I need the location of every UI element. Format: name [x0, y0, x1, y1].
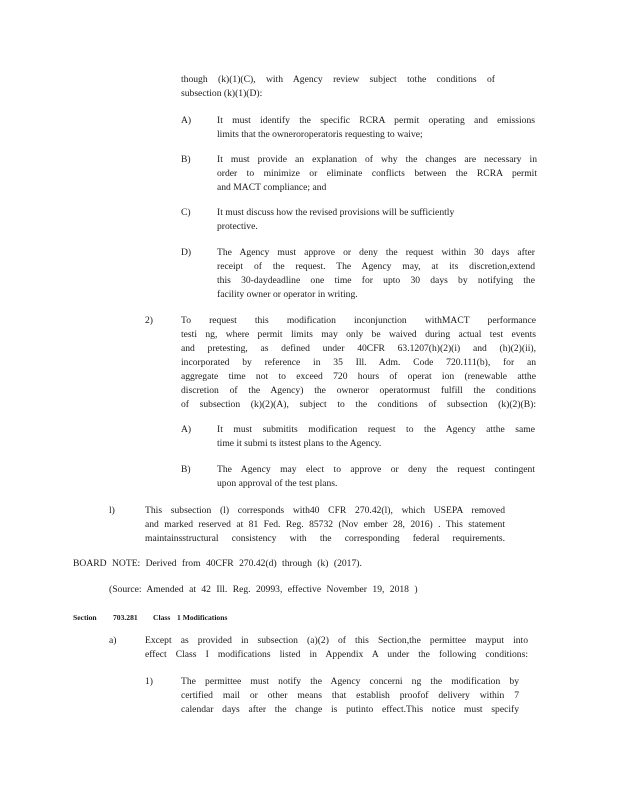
item-label: l) — [109, 505, 115, 516]
item-label: C) — [181, 207, 191, 218]
item-text — [217, 206, 517, 234]
section-title: Class — [153, 613, 171, 622]
section-number: 703.281 — [113, 613, 138, 622]
text-line: facility owner or operator in writing. — [217, 289, 358, 300]
item-text — [217, 246, 535, 302]
item-label: 1) — [145, 676, 153, 687]
text-line: discretion of the Agency) the owneror operatormust fulfill the conditions — [181, 385, 536, 396]
item-label: A) — [181, 424, 192, 435]
item-text — [217, 463, 535, 491]
text-line: The Agency may elect to approve or deny the request contingent — [217, 464, 535, 475]
item-label: B) — [181, 464, 191, 475]
text-line: It must submitits modification request to the Agency atthe same — [217, 424, 535, 435]
text-line: order to minimize or eliminate conflicts between the RCRA permit — [217, 168, 537, 179]
text-line: and MACT compliance; and — [217, 182, 327, 193]
item-text — [181, 675, 519, 717]
section-title: 1 Modifications — [177, 613, 228, 622]
text-line: The Agency must approve or deny the request within 30 days after — [217, 247, 535, 258]
text-line: To request this modification inconjunction withMACT performance — [181, 315, 536, 326]
section-label: Section — [73, 613, 97, 622]
board-note: BOARD NOTE: Derived from 40CFR 270.42(d) through (k) (2017). — [73, 558, 362, 569]
text-line: The permittee must notify the Agency concerni ng the modification by — [181, 676, 519, 687]
text-line: time it submi ts itstest plans to the Agency. — [217, 438, 382, 449]
text-line: subsection (k)(1)(D): — [181, 88, 263, 99]
text-line: effect Class I modifications listed in Appendix A under the following conditions: — [145, 649, 528, 660]
item-text — [217, 153, 537, 195]
item-label: a) — [109, 635, 117, 646]
text-line: aggregate time not to exceed 720 hours of operat ion (renewable atthe — [181, 371, 536, 382]
text-line: It must provide an explanation of why the changes are necessary in — [217, 154, 537, 165]
item-label: B) — [181, 154, 191, 165]
text-line: receipt of the request. The Agency may, at its discretion,extend — [217, 261, 535, 272]
item-text — [145, 634, 528, 662]
text-line: Except as provided in subsection (a)(2) of this Section,the permittee mayput into — [145, 635, 528, 646]
text-line: This subsection (l) corresponds with40 CFR 270.42(l), which USEPA removed — [145, 505, 505, 516]
text-line: upon approval of the test plans. — [217, 478, 338, 489]
text-line: incorporated by reference in 35 Ill. Adm. Code 720.111(b), for an — [181, 357, 536, 368]
text-line: calendar days after the change is putinto effect.This notice must specify — [181, 704, 519, 715]
text-line: testi ng, where permit limits may only be waived during actual test events — [181, 329, 536, 340]
item-label: D) — [181, 247, 192, 258]
text-line: though (k)(1)(C), with Agency review subject tothe conditions of — [181, 74, 495, 85]
text-line: limits that the owneroroperatoris requesting to waive; — [217, 129, 423, 140]
text-line: It must identify the specific RCRA permit operating and emissions — [217, 115, 535, 126]
item-text — [217, 423, 535, 451]
source-note: (Source: Amended at 42 Ill. Reg. 20993, effective November 19, 2018 ) — [109, 584, 418, 595]
text-line: protective. — [217, 221, 258, 232]
text-line: and marked reserved at 81 Fed. Reg. 85732 (Nov ember 28, 2016) . This statement — [145, 519, 505, 530]
item-text — [181, 314, 536, 412]
item-label: 2) — [145, 315, 153, 326]
text-line: of subsection (k)(2)(A), subject to the conditions of subsection (k)(2)(B): — [181, 399, 536, 410]
item-text — [217, 114, 535, 142]
item-text — [145, 504, 505, 546]
text-line: certified mail or other means that establish proofof delivery within 7 — [181, 690, 519, 701]
text-line: and pretesting, as defined under 40CFR 63.1207(h)(2)(i) and (h)(2)(ii), — [181, 343, 536, 354]
text-line: It must discuss how the revised provisions will be sufficiently — [217, 207, 455, 218]
text-line: maintainsstructural consistency with the corresponding federal requirements. — [145, 533, 505, 544]
item-label: A) — [181, 115, 192, 126]
intro-paragraph — [181, 73, 495, 101]
text-line: this 30-daydeadline one time for upto 30 days by notifying the — [217, 275, 535, 286]
